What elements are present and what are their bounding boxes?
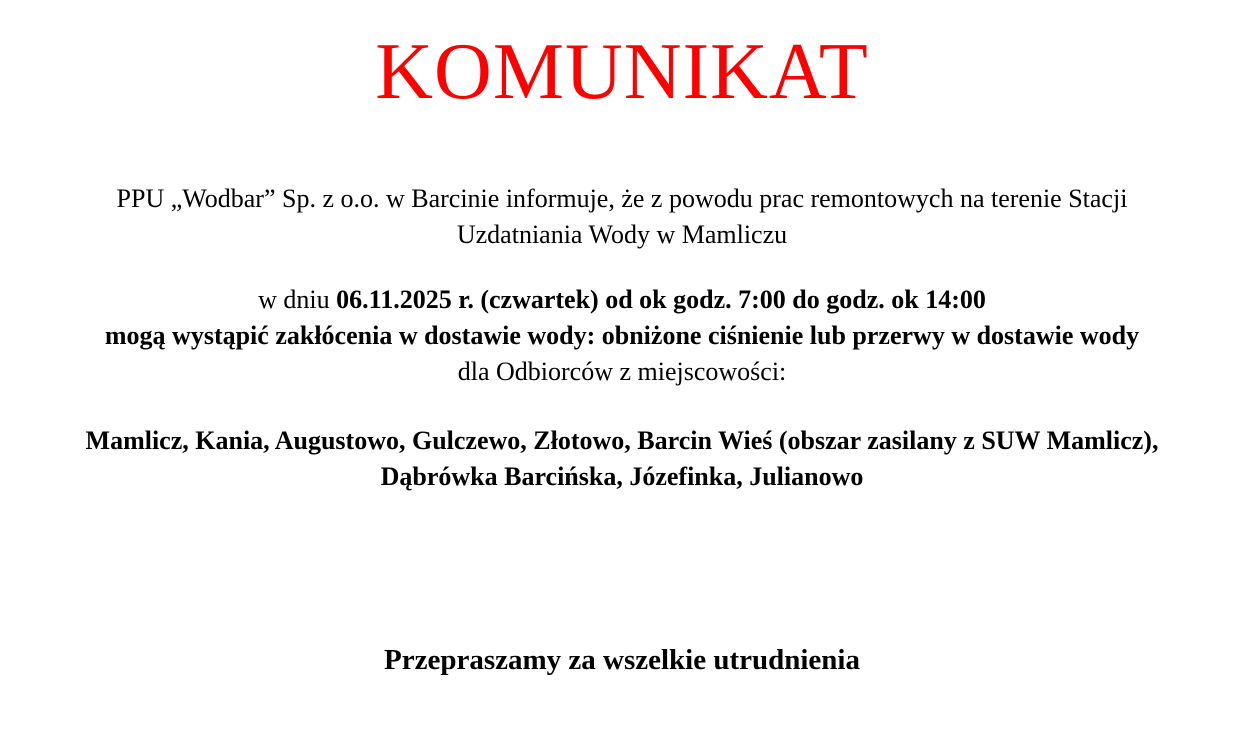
schedule-datetime: 06.11.2025 r. (czwartek) od ok godz. 7:00 do godz. ok 14:00 [336, 284, 986, 314]
locations-paragraph: Mamlicz, Kania, Augustowo, Gulczewo, Złotowo, Barcin Wieś (obszar zasilany z SUW Mamlicz), Dąbrówka Barcińska, Józefinka, Julianowo [85, 425, 1159, 491]
intro-paragraph: PPU „Wodbar” Sp. z o.o. w Barcinie informuje, że z powodu prac remontowych na terenie Stacji Uzdatniania Wody w Mamliczu [116, 183, 1128, 249]
schedule-date-prefix: w dniu [258, 284, 337, 314]
schedule-impact: mogą wystąpić zakłócenia w dostawie wody: obniżone ciśnienie lub przerwy w dostawie wody [104, 320, 1140, 350]
schedule-recipients: dla Odbiorców z miejscowości: [457, 356, 787, 386]
notice-title: KOMUNIKAT [375, 28, 869, 116]
schedule-paragraph [37, 282, 1207, 390]
apology-paragraph: Przepraszamy za wszelkie utrudnienia [383, 643, 860, 676]
